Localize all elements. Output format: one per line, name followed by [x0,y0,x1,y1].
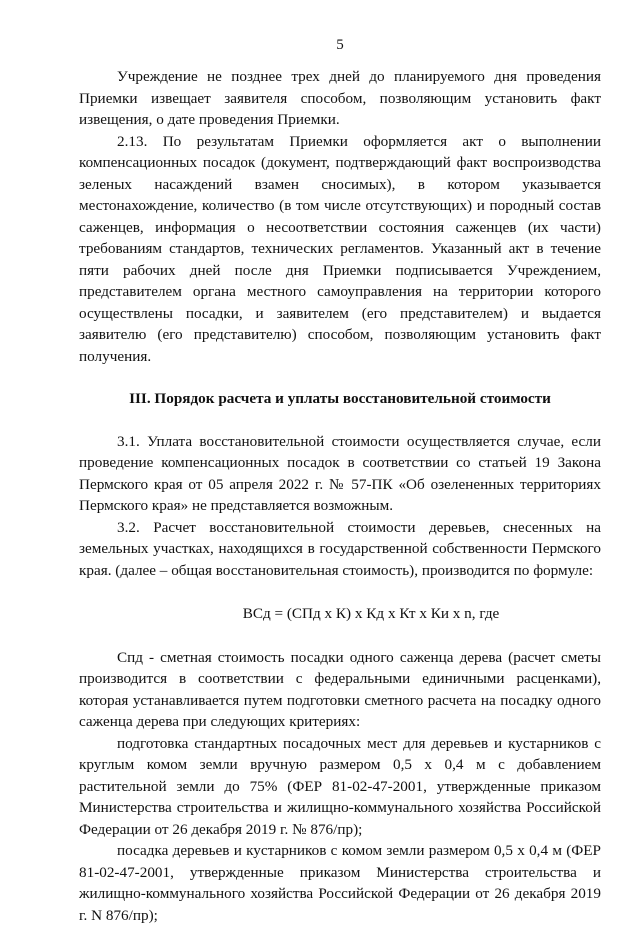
paragraph-3-1: 3.1. Уплата восстановительной стоимости осуществляется случае, если проведение компенсационных посадок в соответствии со статьей 19 Закона Пермского края от 05 апреля 2022 г. № 57-ПК «Об озелененных территориях Пермского края» не представляется возможным. [79,432,601,514]
paragraph-criterion-planting: посадка деревьев и кустарников с комом земли размером 0,5 х 0,4 м (ФЕР 81-02-47-2001, утвержденные приказом Министерства строительства и жилищно-коммунального хозяйства Российской Федерации от 26 декабря 2019 г. N 876/пр); [79,842,601,924]
paragraph-spd-definition: Спд - сметная стоимость посадки одного саженца дерева (расчет сметы производится в соответствии с федеральными единичными расценками), которая устанавливается путем подготовки сметного расчета на посадку одного саженца дерева при следующих критериях: [79,648,601,730]
document-page [79,36,601,926]
paragraph-3-2: 3.2. Расчет восстановительной стоимости деревьев, снесенных на земельных участках, находящихся в государственной собственности Пермского края. (далее – общая восстановительная стоимость), производится по формуле: [79,518,601,579]
paragraph-2-13: 2.13. По результатам Приемки оформляется акт о выполнении компенсационных посадок (документ, подтверждающий факт воспроизводства зеленых насаждений взамен сносимых), в котором указывается местонахождение, количество (в том числе отсутствующих) и породный состав саженцев, информация о несоответствии состояния саженцев (их части) требованиям стандартов, технических регламентов. Указанный акт в течение пяти рабочих дней после дня Приемки подписывается Учреждением, представителем органа местного самоуправления на территории которого осуществлены посадки, и заявителем (его представителем) и выдается заявителю (его представителю) способом, позволяющим установить факт получения. [79,132,601,365]
paragraph-notification: Учреждение не позднее трех дней до планируемого дня проведения Приемки извещает заявителя способом, позволяющим установить факт извещения, о дате проведения Приемки. [79,68,601,128]
formula: ВСд = (СПд х К) х Кд х Кт х Ки х n, где [242,605,500,622]
page-number: 5 [336,37,344,53]
paragraph-criterion-preparation: подготовка стандартных посадочных мест для деревьев и кустарников с круглым комом земли вручную размером 0,5 х 0,4 м с добавлением растительной земли до 75% (ФЕР 81-02-47-2001, утвержденные приказом Министерства строительства и жилищно-коммунального хозяйства Российской Федерации от 26 декабря 2019 г. № 876/пр); [79,734,601,838]
section-title: III. Порядок расчета и уплаты восстановительной стоимости [129,390,551,407]
